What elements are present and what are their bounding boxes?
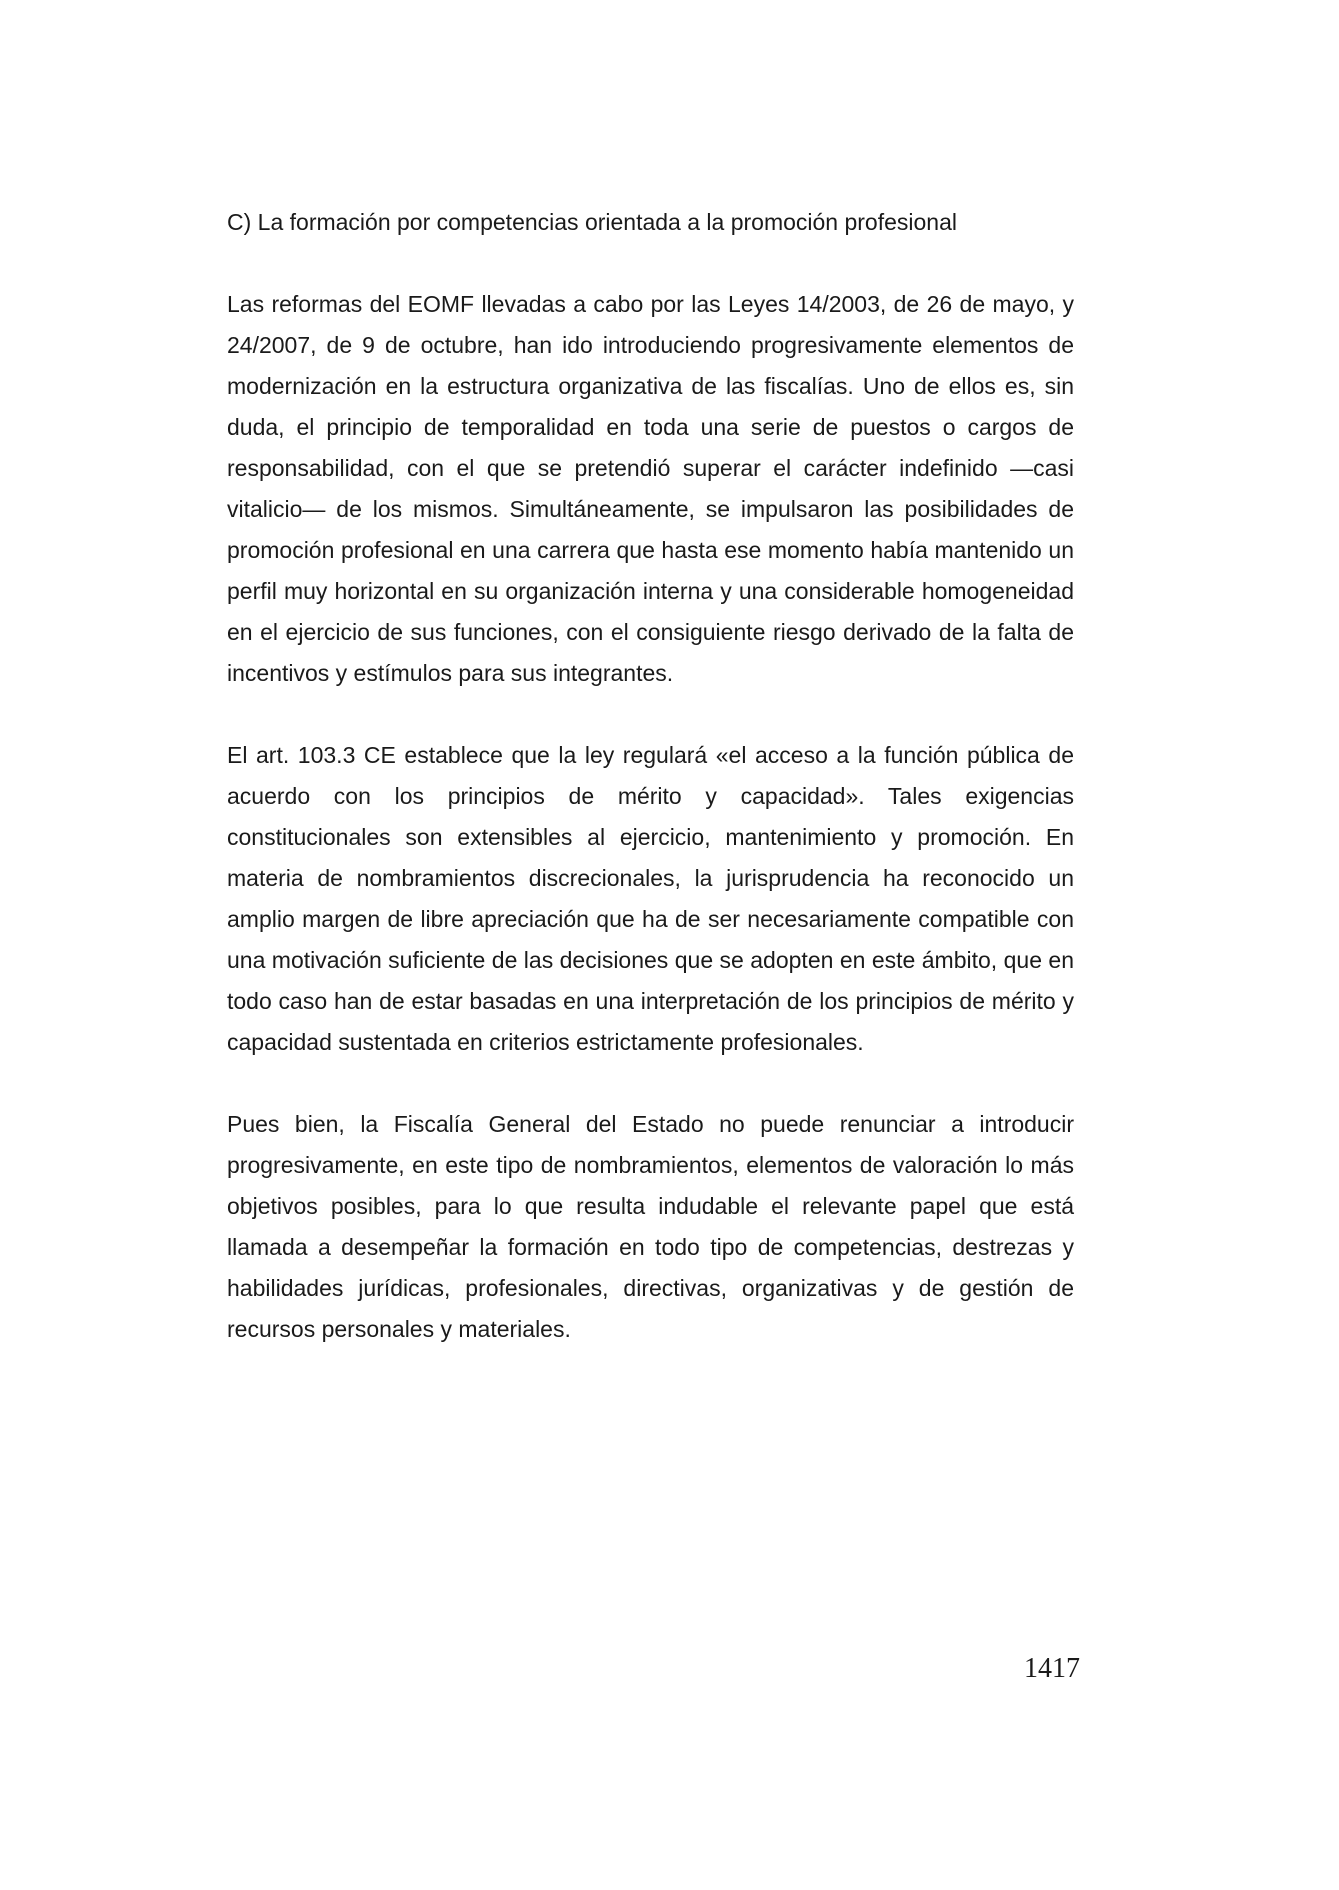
page-number: 1417: [1024, 1653, 1080, 1684]
paragraph-reformas-eomf: Las reformas del EOMF llevadas a cabo por las Leyes 14/2003, de 26 de mayo, y 24/2007, de 9 de octubre, han ido introduciendo progresivamente elementos de modernización en la estructura organizativa de las fiscalías. Uno de ellos es, sin duda, el principio de temporalidad en toda una serie de puestos o cargos de responsabilidad, con el que se pretendió superar el carácter indefinido —casi vitalicio— de los mismos. Simultáneamente, se impulsaron las posibilidades de promoción profesional en una carrera que hasta ese momento había mantenido un perfil muy horizontal en su organización interna y una considerable homogeneidad en el ejercicio de sus funciones, con el consiguiente riesgo derivado de la falta de incentivos y estímulos para sus integrantes.: [227, 291, 1074, 686]
paragraph-art-103-ce: El art. 103.3 CE establece que la ley regulará «el acceso a la función pública de acuerdo con los principios de mérito y capacidad». Tales exigencias constitucionales son extensibles al ejercicio, mantenimiento y promoción. En materia de nombramientos discrecionales, la jurisprudencia ha reconocido un amplio margen de libre apreciación que ha de ser necesariamente compatible con una motivación suficiente de las decisiones que se adopten en este ámbito, que en todo caso han de estar basadas en una interpretación de los principios de mérito y capacidad sustentada en criterios estrictamente profesionales.: [227, 742, 1074, 1055]
section-heading: C) La formación por competencias orientada a la promoción profesional: [227, 209, 958, 235]
paragraph-fiscalia-general: Pues bien, la Fiscalía General del Estado no puede renunciar a introducir progresivamente, en este tipo de nombramientos, elementos de valoración lo más objetivos posibles, para lo que resulta indudable el relevante papel que está llamada a desempeñar la formación en todo tipo de competencias, destrezas y habilidades jurídicas, profesionales, directivas, organizativas y de gestión de recursos personales y materiales.: [227, 1111, 1074, 1342]
document-body: [227, 202, 1074, 1350]
